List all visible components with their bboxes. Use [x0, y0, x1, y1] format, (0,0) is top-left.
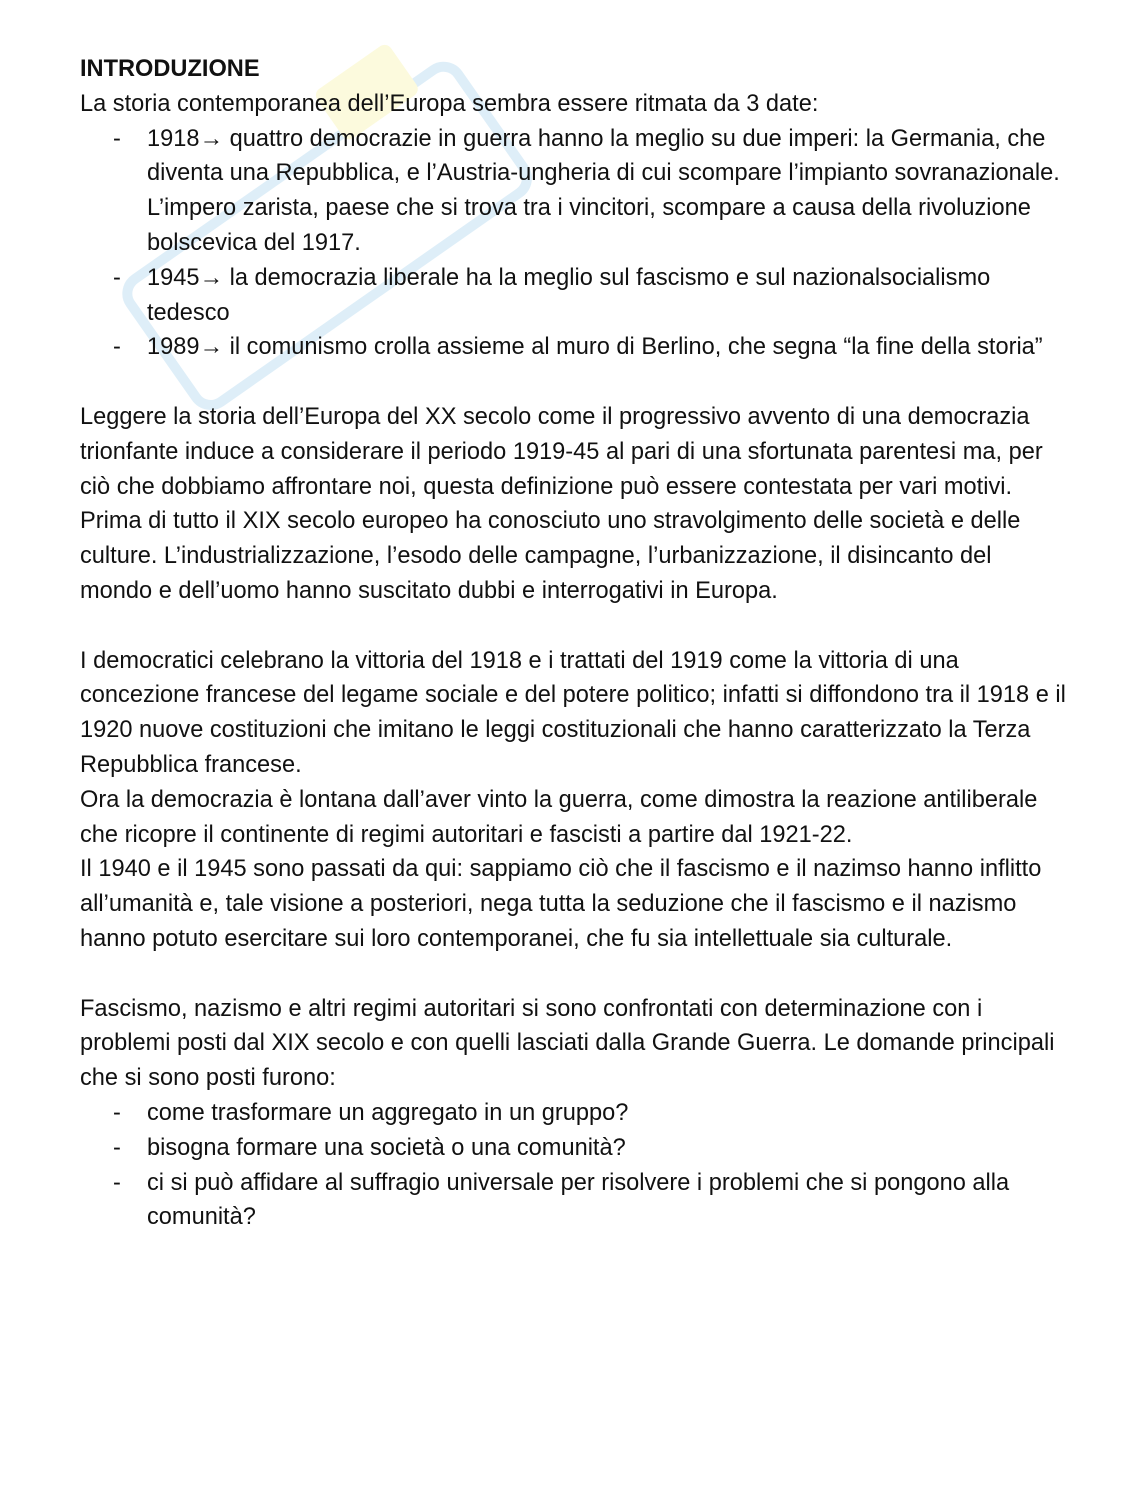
- intro-line: La storia contemporanea dell’Europa sembra essere ritmata da 3 date:: [80, 90, 819, 117]
- blank-line: [80, 957, 1070, 992]
- section-heading: INTRODUZIONE: [80, 56, 260, 82]
- date-item-1989: - 1989→ il comunismo crolla assieme al muro di Berlino, che segna “la fine della storia”: [147, 330, 1070, 365]
- paragraph: Ora la democrazia è lontana dall’aver vinto la guerra, come dimostra la reazione antiliberale che ricopre il continente di regimi autoritari e fascisti a partire dal 1921-22.: [80, 786, 1038, 848]
- question-item: - bisogna formare una società o una comunità?: [147, 1131, 1070, 1166]
- date-item-1918: - 1918→ quattro democrazie in guerra hanno la meglio su due imperi: la Germania, che diventa una Repubblica, e l’Austria-ungheria di cui scompare l’impianto sovranazionale. L’impero zarista, paese che si trova tra i vincitori, scompare a causa della rivoluzione bolscevica del 1917.: [147, 122, 1070, 261]
- paragraph: Leggere la storia dell’Europa del XX secolo come il progressivo avvento di una democrazia trionfante induce a considerare il periodo 1919-45 al pari di una sfortunata parentesi ma, per ciò che dobbiamo affrontare noi, questa definizione può essere contestata per vari motivi.: [80, 403, 1043, 500]
- paragraph: I democratici celebrano la vittoria del 1918 e i trattati del 1919 come la vittoria di una concezione francese del legame sociale e del potere politico; infatti si diffondono tra il 1918 e il 1920 nuove costituzioni che imitano le leggi costituzionali che hanno caratterizzato la Terza Repubblica francese.: [80, 647, 1066, 778]
- paragraph: Fascismo, nazismo e altri regimi autoritari si sono confrontati con determinazione con i problemi posti dal XIX secolo e con quelli lasciati dalla Grande Guerra. Le domande principali che si sono posti furono:: [80, 995, 1055, 1092]
- paragraph: Prima di tutto il XIX secolo europeo ha conosciuto uno stravolgimento delle società e delle culture. L’industrializzazione, l’esodo delle campagne, l’urbanizzazione, il disincanto del mondo e dell’uomo hanno suscitato dubbi e interrogativi in Europa.: [80, 508, 1021, 604]
- question-item: - come trasformare un aggregato in un gruppo?: [147, 1096, 1070, 1131]
- blank-line: [80, 365, 1070, 400]
- date-item-1945: - 1945→ la democrazia liberale ha la meglio sul fascismo e sul nazionalsocialismo tedesco: [147, 261, 1070, 331]
- paragraph: Il 1940 e il 1945 sono passati da qui: sappiamo ciò che il fascismo e il nazimso hanno inflitto all’umanità e, tale visione a posteriori, nega tutta la seduzione che il fascismo e il nazismo hanno potuto esercitare sui loro contemporanei, che fu sia intellettuale sia culturale.: [80, 856, 1042, 952]
- document-page: [80, 52, 1070, 1235]
- blank-line: [80, 609, 1070, 644]
- questions-list: [80, 1096, 1070, 1235]
- question-item: - ci si può affidare al suffragio universale per risolvere i problemi che si pongono alla comunità?: [147, 1166, 1070, 1236]
- dates-list: [80, 122, 1070, 366]
